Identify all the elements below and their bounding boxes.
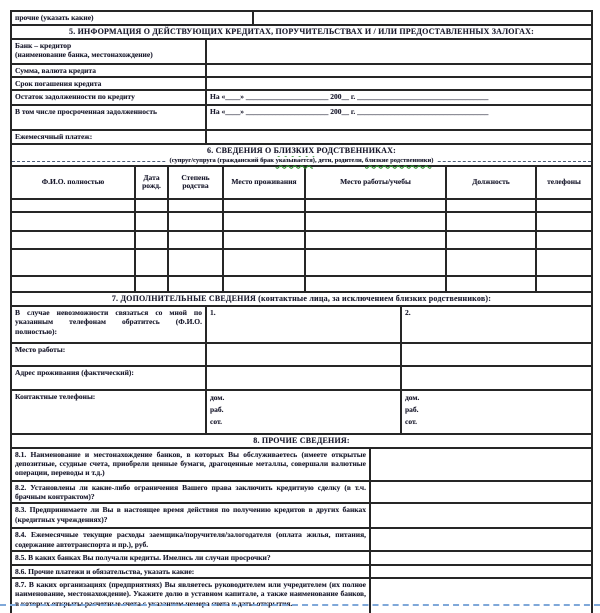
section6-title: 6. СВЕДЕНИЯ О БЛИЗКИХ РОДСТВЕННИКАХ:	[207, 146, 396, 156]
question-8-4-label: 8.4. Ежемесячные текущие расходы заемщика/поручителя/залогодателя (оплата жилья, питания, содержание автотранспорта и пр.), руб.	[15, 530, 366, 549]
credit-term-input-cell[interactable]	[205, 78, 591, 89]
other-specify-input-cell[interactable]	[252, 12, 591, 24]
question-8-7-row	[12, 579, 591, 613]
relative-cell[interactable]	[304, 200, 445, 211]
relatives-table-row	[12, 213, 591, 232]
relative-cell[interactable]	[222, 213, 304, 230]
question-8-5-label: 8.5. В каких банках Вы получали кредиты. Имелись ли случаи просрочки?	[15, 553, 271, 563]
section5-header	[12, 26, 591, 40]
relative-cell[interactable]	[12, 250, 134, 275]
relatives-table-row	[12, 277, 591, 293]
section7-header	[12, 293, 591, 307]
relative-cell[interactable]	[535, 277, 591, 291]
monthly-payment-row	[12, 131, 591, 145]
spellcheck-marked-word: БЛИЗКИХ	[273, 146, 315, 156]
relative-cell[interactable]	[304, 213, 445, 230]
phone-type-cell: сот.	[210, 416, 222, 426]
relative-cell[interactable]	[167, 213, 222, 230]
debt-balance-label: Остаток задолженности по кредиту	[15, 92, 135, 102]
question-8-5-row	[12, 552, 591, 565]
contact-person-1-cell[interactable]: 1.	[205, 307, 400, 342]
relative-cell[interactable]	[535, 232, 591, 248]
contact-workplace-1-cell[interactable]	[205, 344, 400, 365]
contact-phones-row	[12, 391, 591, 435]
contact-address-row	[12, 367, 591, 391]
relatives-table-row	[12, 200, 591, 213]
col-header-birthdate: Дата рожд.	[134, 167, 167, 198]
relative-cell[interactable]	[222, 200, 304, 211]
contact-address-label: Адрес проживания (фактический):	[15, 367, 134, 377]
overdue-debt-row	[12, 106, 591, 131]
contact-address-2-cell[interactable]	[400, 367, 591, 389]
relative-cell[interactable]	[167, 232, 222, 248]
relative-cell[interactable]	[304, 250, 445, 275]
other-specify-label: прочие (указать какие)	[15, 13, 94, 22]
relative-cell[interactable]	[12, 200, 134, 211]
phone-type-home: дом.	[405, 392, 420, 402]
relative-cell[interactable]	[12, 277, 134, 291]
question-8-4-answer-cell[interactable]	[369, 529, 591, 550]
contact-phones-2-cell[interactable]	[400, 391, 591, 433]
col-header-phones: телефоны	[535, 167, 591, 198]
spellcheck-marked-word: указывается	[275, 157, 313, 165]
relative-cell[interactable]	[12, 232, 134, 248]
question-8-3-label: 8.3. Предпринимаете ли Вы в настоящее время действия по получению кредитов в других банках (кредитных учреждениях)?	[15, 505, 366, 524]
contact-persons-row	[12, 307, 591, 344]
question-8-5-answer-cell[interactable]	[369, 552, 591, 563]
relative-cell[interactable]	[535, 200, 591, 211]
relative-cell[interactable]	[12, 213, 134, 230]
contact-phones-label: Контактные телефоны:	[15, 391, 96, 401]
question-8-7-answer-cell[interactable]	[369, 579, 591, 613]
relatives-table-row	[12, 250, 591, 277]
contact-phones-1-cell[interactable]	[205, 391, 400, 433]
monthly-payment-label: Ежемесячный платеж:	[15, 132, 93, 142]
question-8-1-label: 8.1. Наименование и местонахождение банков, в которых Вы обслуживаетесь (имеете открытые депозитные, ссудные счета, приобрели ценные бумаги, драгоценные металлы, совершали валютные операции, переводы и т.д.)	[15, 449, 366, 478]
overdue-debt-input-cell[interactable]: На «____» ______________________ 200__ г. ___________________________________	[205, 106, 591, 129]
question-8-7-label: 8.7. В каких организациях (предприятиях) Вы являетесь руководителем или учредителем (их полное наименование, местонахождение). Укажите долю в уставном капитале, а также наименование банков, в которых открыты расчетные счета с указанием номера счета и даты открытия.	[15, 580, 366, 608]
credit-amount-label: Сумма, валюта кредита	[15, 65, 97, 75]
relative-cell[interactable]	[535, 213, 591, 230]
relative-cell[interactable]	[445, 232, 535, 248]
phone-type-work: раб.	[405, 404, 419, 414]
contact-workplace-2-cell[interactable]	[400, 344, 591, 365]
relative-cell[interactable]	[445, 277, 535, 291]
debt-balance-row	[12, 91, 591, 106]
contact-workplace-row	[12, 344, 591, 367]
monthly-payment-input-cell[interactable]	[205, 131, 591, 143]
relative-cell[interactable]	[445, 250, 535, 275]
col-header-position: Должность	[445, 167, 535, 198]
contact-person-2-cell[interactable]: 2.	[400, 307, 591, 342]
credit-amount-row	[12, 65, 591, 78]
relative-cell[interactable]	[134, 232, 167, 248]
credit-term-label: Срок погашения кредита	[15, 78, 102, 88]
phone-type-work: раб.	[210, 404, 224, 414]
relative-cell[interactable]	[445, 213, 535, 230]
section8-header	[12, 435, 591, 449]
relative-cell[interactable]	[167, 277, 222, 291]
section7-title: 7. ДОПОЛНИТЕЛЬНЫЕ СВЕДЕНИЯ (контактные лица, за исключением близких родственников):	[111, 294, 492, 304]
question-8-3-answer-cell[interactable]	[369, 504, 591, 527]
page-break-dashed-line	[0, 604, 600, 606]
question-8-6-answer-cell[interactable]	[369, 566, 591, 577]
section6-subtitle-row	[12, 157, 591, 167]
relative-cell[interactable]	[134, 277, 167, 291]
creditor-bank-label: Банк – кредитор (наименование банка, местонахождение)	[15, 40, 153, 59]
relative-cell[interactable]	[134, 213, 167, 230]
section6-subtitle: (супруг/супруга (гражданский брак указывается), дети, родители, близкие родственники)	[167, 157, 437, 164]
relatives-table-row	[12, 232, 591, 250]
relative-cell[interactable]	[222, 232, 304, 248]
col-header-workplace: Место работы/учебы	[304, 167, 445, 198]
credit-term-row	[12, 78, 591, 91]
relative-cell[interactable]	[304, 277, 445, 291]
debt-balance-input-cell[interactable]: На «____» ______________________ 200__ г. ___________________________________	[205, 91, 591, 104]
question-8-6-row	[12, 566, 591, 579]
spellcheck-marked-word: близкие родственники	[365, 157, 432, 165]
col-header-kinship: Степень родства	[167, 167, 222, 198]
phone-type-cell: сот.	[405, 416, 417, 426]
question-8-6-label: 8.6. Прочие платежи и обязательства, указать какие:	[15, 566, 195, 576]
question-8-1-answer-cell[interactable]	[369, 449, 591, 480]
relative-cell[interactable]	[222, 250, 304, 275]
col-header-fio: Ф.И.О. полностью	[41, 177, 105, 187]
form-table	[10, 10, 593, 613]
relative-cell[interactable]	[304, 232, 445, 248]
relative-cell[interactable]	[535, 250, 591, 275]
question-8-2-label: 8.2. Установлены ли какие-либо ограничения Вашего права заключить кредитную сделку (в т.ч. брачным контрактом)?	[15, 482, 366, 501]
relative-cell[interactable]	[134, 250, 167, 275]
credit-amount-input-cell[interactable]	[205, 65, 591, 76]
contact-workplace-label: Место работы:	[15, 344, 66, 354]
question-8-4-row	[12, 529, 591, 552]
question-8-1-row	[12, 449, 591, 482]
overdue-debt-label: В том числе просроченная задолженность	[15, 107, 157, 117]
creditor-bank-row	[12, 40, 591, 65]
section8-title: 8. ПРОЧИЕ СВЕДЕНИЯ:	[253, 435, 350, 445]
phone-type-home: дом.	[210, 392, 225, 402]
question-8-2-row	[12, 482, 591, 505]
contact-address-1-cell[interactable]	[205, 367, 400, 389]
other-specify-row	[12, 12, 591, 26]
question-8-2-answer-cell[interactable]	[369, 482, 591, 503]
relative-cell[interactable]	[134, 200, 167, 211]
relative-cell[interactable]	[222, 277, 304, 291]
relatives-table-header	[12, 167, 591, 200]
section5-title: 5. ИНФОРМАЦИЯ О ДЕЙСТВУЮЩИХ КРЕДИТАХ, ПОРУЧИТЕЛЬСТВАХ И / ИЛИ ПРЕДОСТАВЛЕННЫХ ЗАЛОГАХ:	[69, 27, 534, 36]
section6-header	[12, 145, 591, 157]
relative-cell[interactable]	[167, 250, 222, 275]
relative-cell[interactable]	[445, 200, 535, 211]
question-8-3-row	[12, 504, 591, 529]
creditor-bank-input-cell[interactable]	[205, 40, 591, 63]
contact-persons-label: В случае невозможности связаться со мной по указанным телефонам обратитесь (Ф.И.О. полностью):	[15, 307, 202, 336]
col-header-residence: Место проживания	[222, 167, 304, 198]
relative-cell[interactable]	[167, 200, 222, 211]
